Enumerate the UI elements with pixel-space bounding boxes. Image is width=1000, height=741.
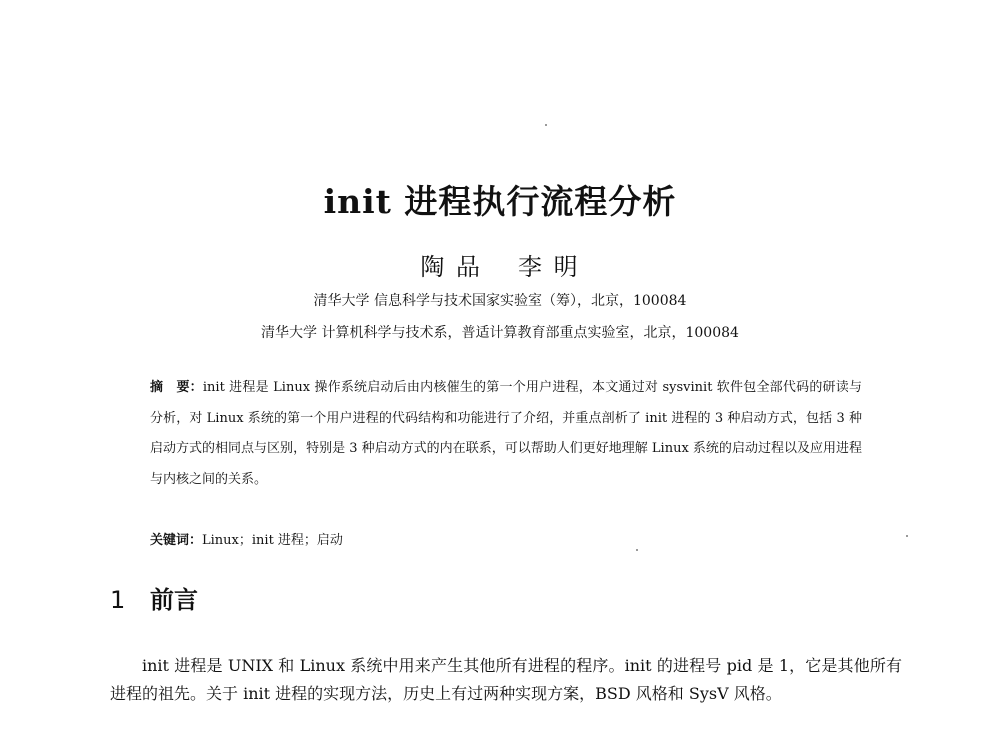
keywords-label: 关键词： [150, 533, 203, 548]
keywords [150, 526, 862, 556]
abstract-text: init 进程是 Linux 操作系统启动后由内核催生的第一个用户进程，本文通过对 sysvinit 软件包全部代码的研读与分析，对 Linux 系统的第一个用户进程的代码结构和功能进行了介绍，并重点剖析了 init 进程的 3 种启动方式，包括 3 种启动方式的相同点与区别，特别是 3 种启动方式的内在联系，可以帮助人们更好地理解 Linux 系统的启动过程以及应用进程与内核之间的关系。 [150, 380, 862, 487]
affiliation-line: 清华大学 信息科学与技术国家实验室（筹），北京，100084 [313, 293, 687, 309]
author-name: 陶 品 [420, 253, 482, 281]
abstract-label: 摘 要： [150, 380, 203, 395]
section-heading [110, 580, 198, 615]
keywords-text: Linux；init 进程；启动 [202, 533, 343, 548]
section-number: 1 [110, 586, 126, 614]
scan-speck [545, 124, 547, 126]
paper-title: init 进程执行流程分析 [323, 182, 677, 221]
author-list [0, 247, 1000, 282]
author-name: 李 明 [518, 253, 580, 281]
scan-speck [906, 535, 908, 537]
abstract [150, 373, 862, 495]
affiliation-line: 清华大学 计算机科学与技术系，普适计算教育部重点实验室，北京，100084 [261, 325, 739, 341]
section-title: 前言 [150, 586, 198, 614]
body-paragraph: init 进程是 UNIX 和 Linux 系统中用来产生其他所有进程的程序。init 的进程号 pid 是 1，它是其他所有进程的祖先。关于 init 进程的实现方法，历史上有过两种实现方案，BSD 风格和 SysV 风格。 [110, 656, 902, 703]
